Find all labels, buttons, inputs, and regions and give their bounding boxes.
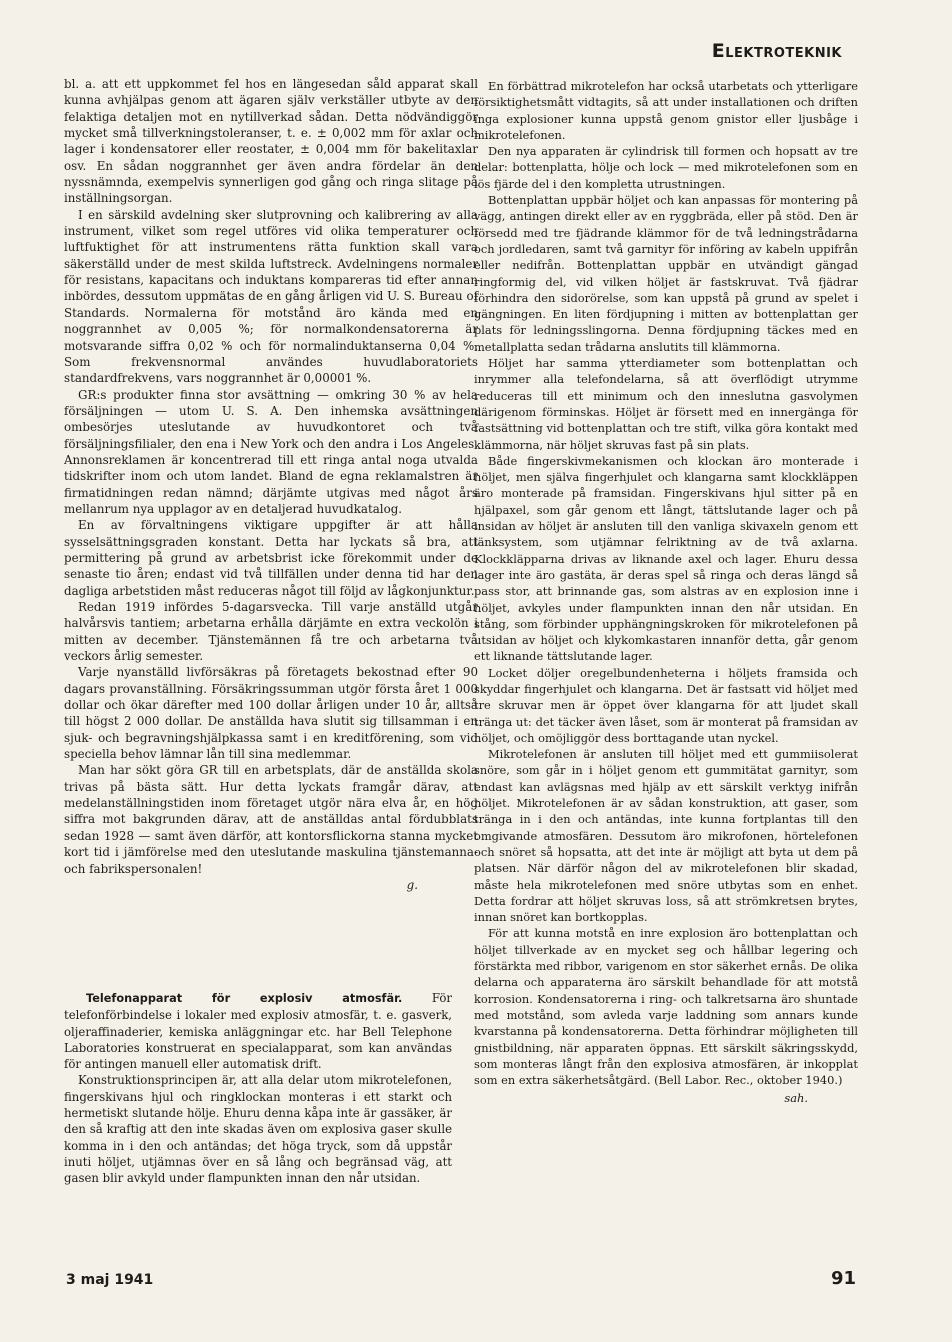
section-header: Elektroteknik [711, 40, 842, 62]
paragraph: I en särskild avdelning sker slutprovning och kalibrering av alla instrument, vilket som regel utföres vid olika temperaturer och luftfuktighet för att instrumentens rätta funktion skall vara säkerställd under de mest skilda luftstreck. Avdelningens normaler för resistans, kapacitans och induktans kompareras tid efter annan inbördes, dessutom uppmätas de en gång årligen vid U. S. Bureau of Standards. Normalerna för motstånd äro kända med en noggrannhet av 0,005 %; för normalkondensatorerna är motsvarande siffra 0,02 % och för normalinduktanserna 0,04 %. Som frekvensnormal användes huvudlaboratoriets standardfrekvens, vars noggrannhet är 0,00001 %. [64, 207, 478, 386]
paragraph: Varje nyanställd livförsäkras på företagets bekostnad efter 90 dagars provanställning. Försäkringssumman utgör första året 1 000 dollar och ökar därefter med 100 dollar årligen under 10 år, alltså till högst 2 000 dollar. De anställda hava slutit sig tillsamman i en sjuk- och begravningshjälpkassa samt i en kreditförening, som vid speciella behov lämnar lån till sina medlemmar. [64, 665, 478, 762]
issue-date: 3 maj 1941 [66, 1272, 154, 1288]
paragraph: Bottenplattan uppbär höljet och kan anpassas för montering på vägg, antingen direkt eller av en ryggbräda, eller på stöd. Den är försedd med tre fjädrande klämmor för de två ledningstrådarna och jordledaren, samt två garnityr för införing av kabeln uppifrån eller nedifrån. Bottenplattan uppbär en utvändigt gängad ringformig del, vid vilken höljet är fastskruvat. Två fjädrar förhindra den sidorörelse, som kan uppstå på grund av spelet i gängningen. En liten fördjupning i mitten av bottenplattan ger plats för ledningsslingorna. Denna fördjupning täckes med en metallplatta sedan trådarna anslutits till klämmorna. [474, 193, 858, 354]
paragraph: En av förvaltningens viktigare uppgifter är att hålla sysselsättningsgraden konstant. Detta har lyckats så bra, att permittering på grund av arbetsbrist icke förekommit under de senaste tio åren; endast vid två tillfällen under denna tid har den dagliga arbetstiden måst reduceras något till följd av lågkonjunktur. [64, 518, 478, 598]
paragraph: Höljet har samma ytterdiameter som bottenplattan och inrymmer alla telefondelarna, så att överflödigt utrymme reduceras till ett minimum och den inneslutna gasvolymen därigenom förminskas. Höljet är försett med en innergänga för fastsättning vid bottenplattan och tre stift, vilka göra kontakt med klämmorna, när höljet skruvas fast på sin plats. [474, 356, 858, 452]
paragraph: Den nya apparaten är cylindrisk till formen och hopsatt av tre delar: bottenplatta, hölje och lock — med mikrotelefonen som en lös fjärde del i den kompletta utrustningen. [474, 144, 858, 191]
article-title: Telefonapparat för explosiv atmosfär. [86, 992, 403, 1005]
article-lead [64, 990, 452, 1072]
paragraph: Redan 1919 infördes 5-dagarsvecka. Till varje anställd utgår halvårsvis tantiem; arbetarna erhålla därjämte en extra veckolön i mitten av december. Tjänstemännen få tre och arbetarna två veckors årlig semester. [64, 600, 478, 664]
paragraph: Man har sökt göra GR till en arbetsplats, där de anställda skola trivas på bästa sätt. Hur detta lyckats framgår därav, att medelanställningstiden inom företaget utgör nära elva år, en hög siffra mot bakgrunden därav, att de anställdas antal fördubblats sedan 1928 — samt även därför, att kontorsflickorna stanna mycket kort tid i jämförelse med den uteslutande maskulina tjänstemanna- och fabrikspersonalen! [64, 763, 478, 876]
paragraph: GR:s produkter finna stor avsättning — omkring 30 % av hela försäljningen — utom U. S. A. Den inhemska avsättningen ombesörjes uteslutande av huvudkontoret och två försäljningsfilialer, den ena i New York och den andra i Los Angeles. Annonsreklamen är koncentrerad till ett ringa antal noga utvalda tidskrifter inom och utom landet. Bland de egna reklamalstren är firmatidningen redan nämnd; därjämte utgivas med något års mellanrum nya upplagor av en detaljerad huvudkatalog. [64, 387, 478, 516]
paragraph: Mikrotelefonen är ansluten till höljet med ett gummiisolerat snöre, som går in i höljet genom ett gummitätat garnityr, som endast kan avlägsnas med hjälp av ett särskilt verktyg inifrån höljet. Mikrotelefonen är av sådan konstruktion, att gaser, som tränga in i den och antändas, inte kunna fortplantas till den omgivande atmosfären. Dessutom äro mikrofonen, hörtelefonen och snöret så hopsatta, att det inte är möjligt att byta ut dem på platsen. När därför någon del av mikrotelefonen blir skadad, måste hela mikrotelefonen med snöre utbytas som en enhet. Detta fordrar att höljet skruvas loss, så att strömkretsen brytes, innan snöret kan bortkopplas. [474, 747, 858, 925]
paragraph: För att kunna motstå en inre explosion äro bottenplattan och höljet tillverkade av en mycket seg och hållbar legering och förstärkta med ribbor, varigenom en stor säkerhet ernås. De olika delarna och apparaterna äro särskilt behandlade för att motstå korrosion. Kondensatorerna i ring- och talkretsarna äro shuntade med motstånd, som avleda varje laddning som annars kunde kvarstanna på kondensatorerna. Detta förhindrar möjligheten till gnistbildning, när apparaten öppnas. Ett särskilt säkringsskydd, som monteras långt från den explosiva atmosfären, är inkopplat som en extra säkerhetsåtgärd. (Bell Labor. Rec., oktober 1940.) [474, 926, 858, 1088]
paragraph: bl. a. att ett uppkommet fel hos en längesedan såld apparat skall kunna avhjälpas genom att ägaren själv verkställer utbyte av den felaktiga detaljen mot en nytillverkad sådan. Detta nödvändiggör mycket små tillverkningstoleranser, t. e. ± 0,002 mm för axlar och lager i kondensatorer eller reostater, ± 0,004 mm för bakelitaxlar osv. En sådan noggrannhet ger även andra fördelar än den nyssnämnda, exempelvis synnerligen god gång och ringa slitage på inställningsorgan. [64, 77, 478, 206]
left-column [64, 76, 478, 893]
paragraph: Locket döljer oregelbundenheterna i höljets framsida och skyddar fingerhjulet och klangarna. Det är fastsatt vid höljet med tre skruvar men är öppet över klangarna för att ljudet skall tränga ut: det täcker även låset, som är monterat på framsidan av höljet, och omöjliggör dess borttagande utan nyckel. [474, 665, 858, 745]
paragraph: För telefonförbindelse i lokaler med explosiv atmosfär, t. e. gasverk, oljeraffinaderier, kemiska anläggningar etc. har Bell Telephone Laboratories konstruerat en specialapparat, som kan användas för antingen manuell eller automatisk drift. [64, 991, 452, 1072]
author-signature: g. [406, 877, 418, 892]
page-number: 91 [830, 1268, 856, 1289]
paragraph: Både fingerskivmekanismen och klockan äro monterade i höljet, men själva fingerhjulet och klangarna samt klockkläppen äro monterade på framsidan. Fingerskivans hjul sitter på en hjälpaxel, som går genom ett långt, tättslutande lager och på insidan av höljet är ansluten till den vanliga skivaxeln genom ett länksystem, som utjämnar felriktning av de två axlarna. Klockkläpparna drivas av liknande axel och lager. Ehuru dessa lager inte äro gastäta, är deras spel så ringa och deras längd så pass stor, att brinnande gas, som alstras av en explosion inne i höljet, avkyles under flampunkten innan den når utsidan. En stång, som förbinder upphängningskroken för mikrotelefonen på utsidan av höljet och klykomkastaren innanför detta, går genom ett liknande tättslutande lager. [474, 453, 858, 664]
paragraph: Konstruktionsprincipen är, att alla delar utom mikrotelefonen, fingerskivans hjul och ringklockan monteras i ett starkt och hermetiskt slutande hölje. Ehuru denna kåpa inte är gassäker, är den så kraftig att den inte skadas även om explosiva gaser skulle komma in i den och antändas; det höga tryck, som då uppstår inuti höljet, utjämnas över en så lång och begränsad väg, att gasen blir avkyld under flampunkten innan den når utsidan. [64, 1073, 452, 1186]
author-signature: sah. [784, 1091, 808, 1106]
article-telefonapparat [64, 990, 452, 1187]
paragraph: En förbättrad mikrotelefon har också utarbetats och ytterligare försiktighetsmått vidtagits, så att under installationen och driften inga explosioner kunna uppstå genom gnistor eller ljusbåge i mikrotelefonen. [474, 79, 858, 142]
right-column [474, 78, 858, 1107]
